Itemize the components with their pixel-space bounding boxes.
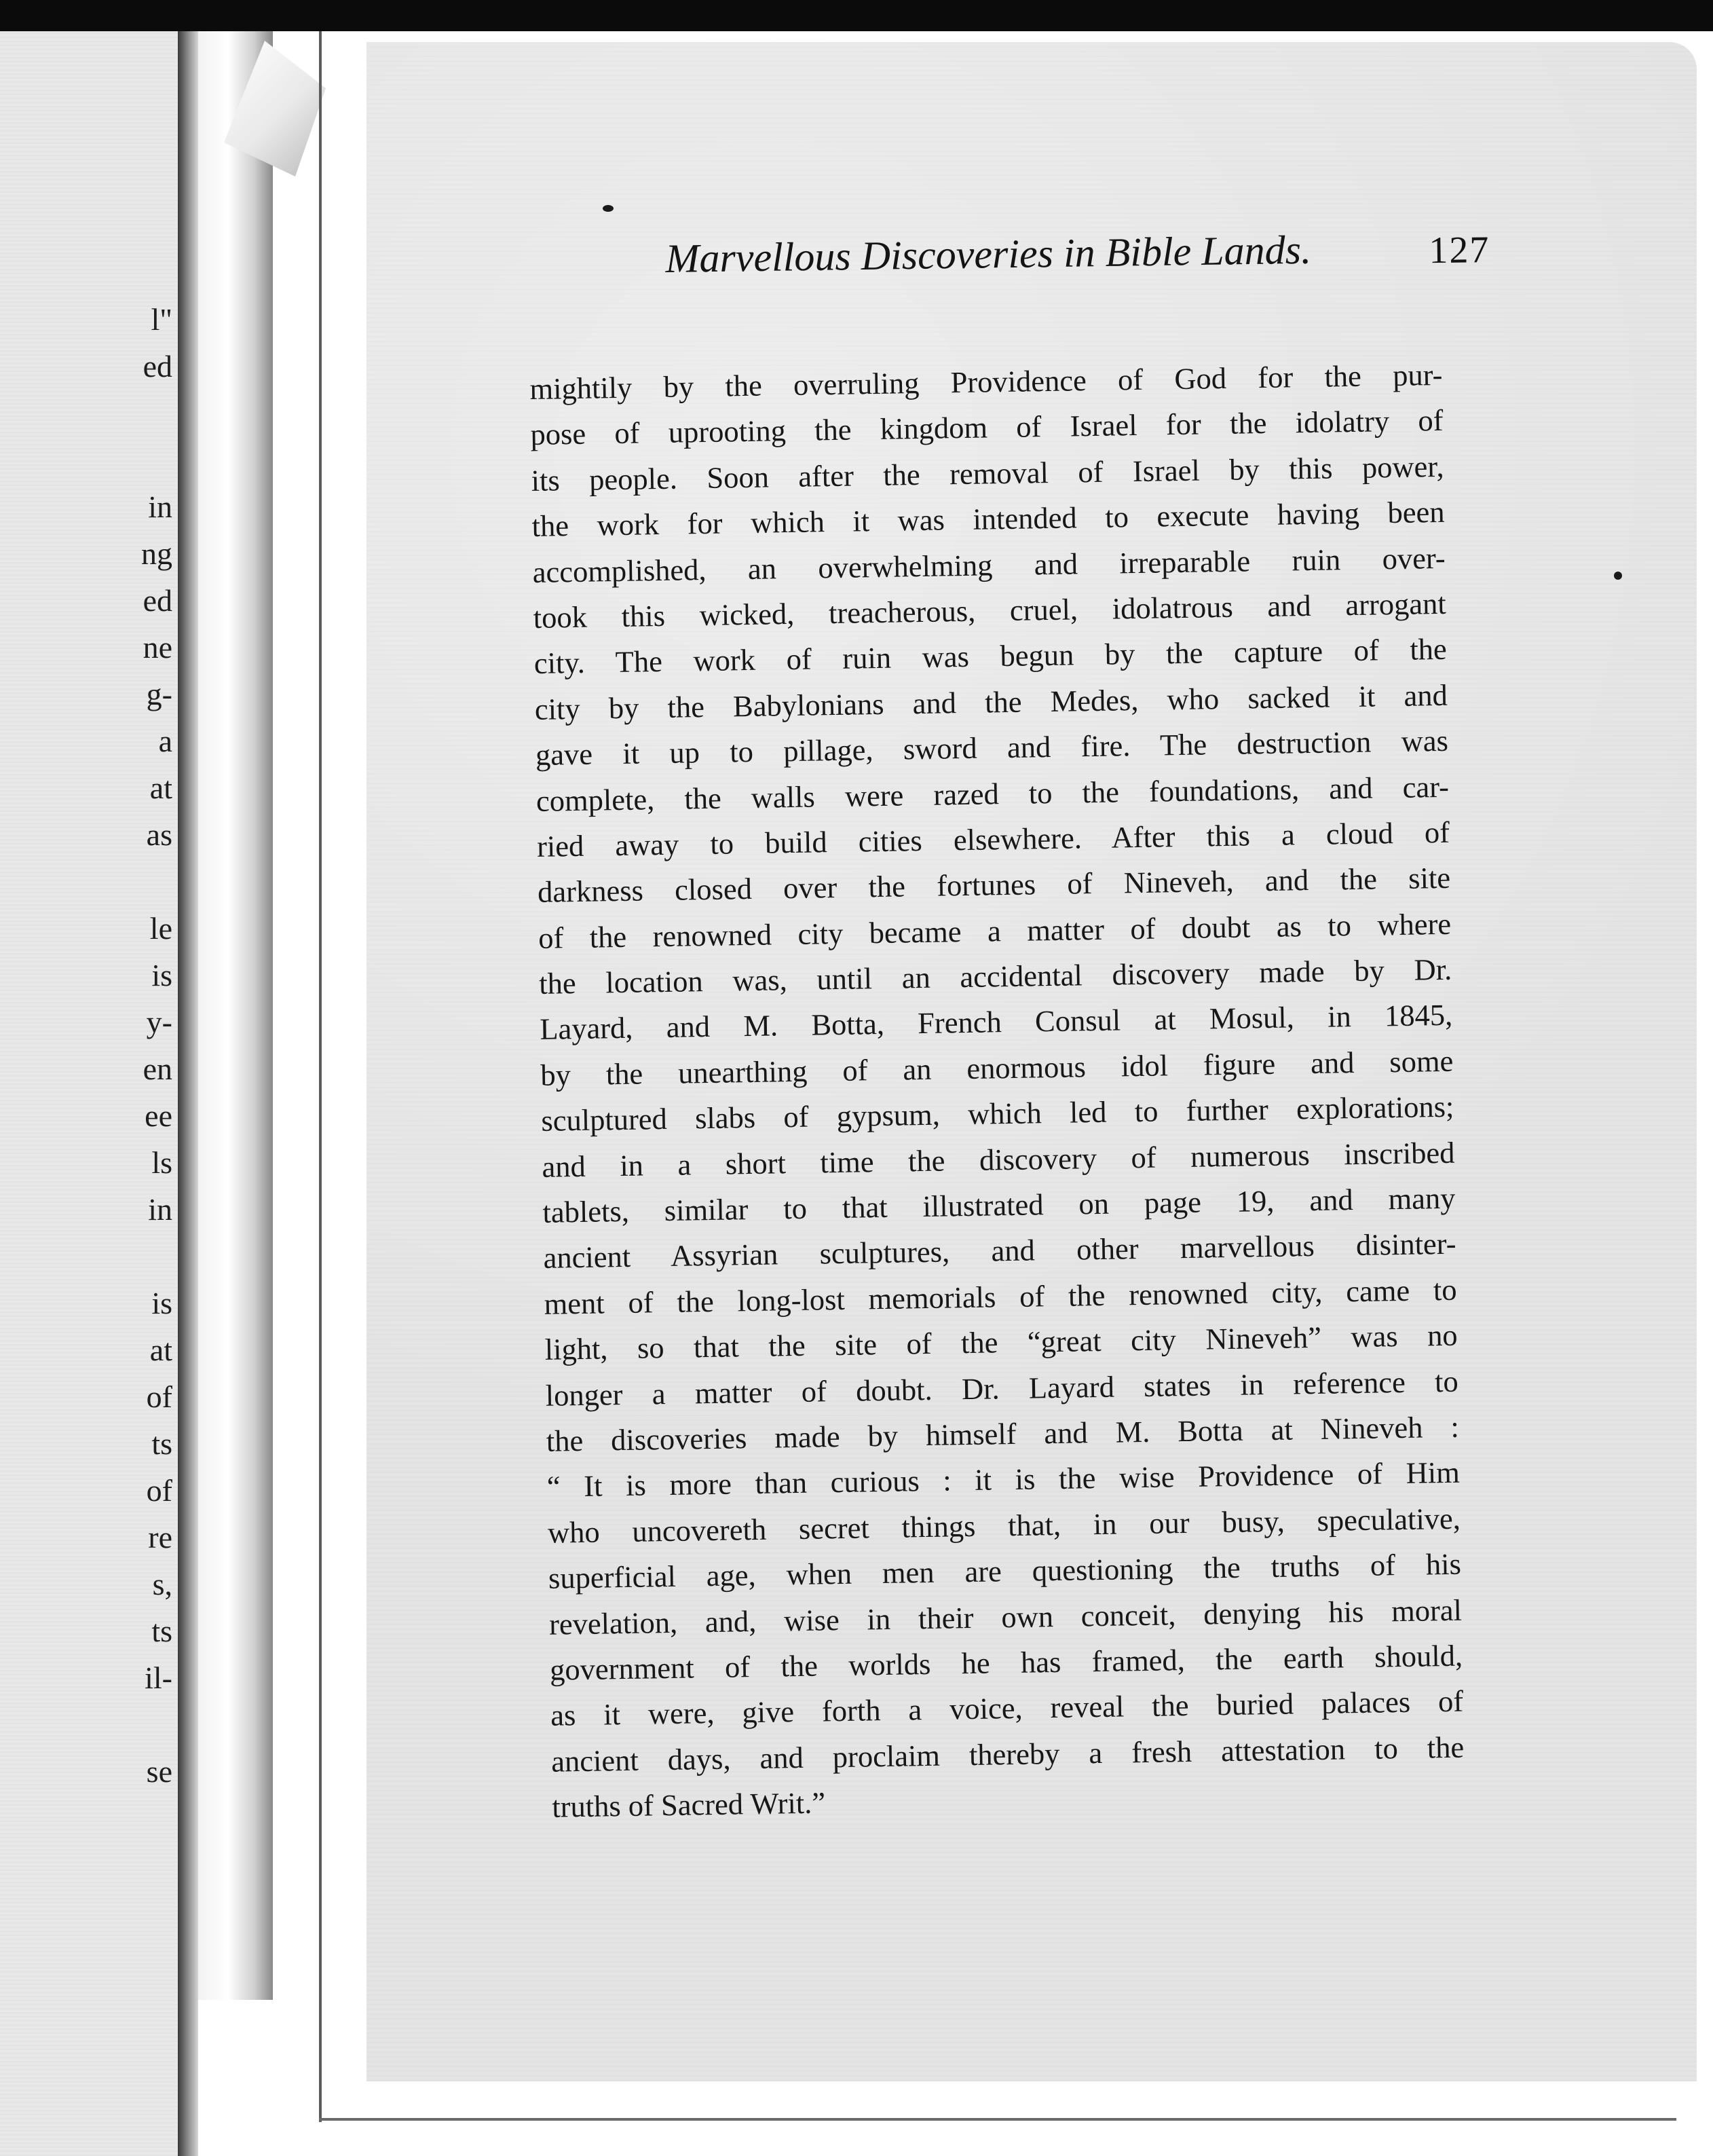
left-page-fragment: il- — [145, 1660, 172, 1695]
ink-speck — [603, 205, 614, 212]
left-page-fragment: en — [143, 1052, 172, 1086]
text-line: mightily by the overruling Providence of God for the pur- — [529, 357, 1443, 406]
left-page-fragment: s, — [152, 1567, 172, 1601]
left-page-fragment: of — [146, 1473, 172, 1508]
text-line: by the unearthing of an enormous idol figure and some — [540, 1043, 1454, 1092]
text-line: tablets, similar to that illustrated on page 19, and many — [542, 1181, 1456, 1229]
body-text — [529, 352, 1465, 1830]
text-line: pose of uprooting the kingdom of Israel for the idolatry of — [530, 403, 1444, 452]
text-line: longer a matter of doubt. Dr. Layard states in reference to — [545, 1364, 1459, 1413]
text-line: ment of the long-lost memorials of the renowned city, came to — [544, 1272, 1457, 1321]
left-page-fragment: is — [151, 958, 172, 992]
left-page-fragment: in — [148, 1192, 172, 1227]
left-page-fragment: ts — [151, 1614, 172, 1648]
left-page-fragment: se — [146, 1754, 172, 1789]
binding-strip — [198, 31, 273, 2000]
right-page — [366, 42, 1697, 2081]
left-page-fragment — [111, 436, 172, 483]
left-page-fragment: ed — [143, 583, 172, 618]
left-page-fragment: ed — [143, 349, 172, 384]
text-line: “ It is more than curious : it is the wise Providence of Him — [546, 1455, 1461, 1504]
left-page-fragment — [111, 858, 172, 905]
left-page-fragment: le — [149, 911, 172, 946]
text-line: gave it up to pillage, sword and fire. The destruction was — [535, 723, 1449, 773]
text-line: ancient Assyrian sculptures, and other marvellous disinter- — [543, 1227, 1456, 1276]
text-line: ried away to build cities elsewhere. After this a cloud of — [536, 815, 1450, 863]
text-line: of the renowned city became a matter of doubt as to where — [538, 906, 1452, 955]
gutter-shadow — [178, 31, 198, 2156]
left-page-text-fragments — [111, 296, 172, 1795]
text-line: took this wicked, treacherous, cruel, idolatrous and arrogant — [533, 586, 1447, 635]
text-line: and in a short time the discovery of numerous inscribed — [542, 1135, 1455, 1184]
left-page-fragment: a — [158, 724, 172, 758]
text-line: ancient days, and proclaim thereby a fresh attestation to the — [550, 1730, 1465, 1779]
text-line: government of the worlds he has framed, the earth should, — [549, 1638, 1463, 1687]
left-page-fragment: at — [149, 770, 172, 805]
page-number: 127 — [1428, 229, 1490, 272]
text-line: its people. Soon after the removal of Israel by this power, — [531, 449, 1444, 498]
text-line: who uncovereth secret things that, in our busy, speculative, — [547, 1501, 1461, 1550]
left-page-fragment: at — [149, 1333, 172, 1367]
text-line: truths of Sacred Writ.” — [551, 1785, 826, 1824]
left-page-fragment — [111, 390, 172, 436]
scan-top-border — [0, 0, 1713, 31]
text-line: city. The work of ruin was begun by the capture of the — [533, 632, 1448, 681]
text-line: the work for which it was intended to execute having been — [531, 495, 1445, 544]
text-line: as it were, give forth a voice, reveal the buried palaces of — [550, 1684, 1464, 1733]
left-page-fragment: is — [151, 1286, 172, 1320]
left-page-fragment: y- — [146, 1005, 172, 1039]
left-page-fragment: ls — [151, 1145, 172, 1180]
left-page-fragment: l" — [151, 302, 172, 337]
left-page-fragment: ts — [151, 1426, 172, 1461]
frame-bottom-line — [319, 2118, 1676, 2121]
ink-speck — [1614, 572, 1622, 580]
text-line: Layard, and M. Botta, French Consul at Mosul, in 1845, — [539, 998, 1453, 1047]
text-line: superficial age, when men are questioning the truths of his — [548, 1546, 1462, 1595]
left-page-fragment: g- — [146, 677, 172, 711]
page-header — [665, 224, 1490, 297]
text-line: the location was, until an accidental discovery made by Dr. — [538, 952, 1452, 1001]
text-line: complete, the walls were razed to the foundations, and car- — [535, 769, 1450, 818]
text-line: darkness closed over the fortunes of Nineveh, and the site — [537, 861, 1451, 910]
left-page-fragment — [111, 1701, 172, 1748]
left-page-fragment: re — [148, 1520, 172, 1555]
left-facing-page — [0, 31, 178, 2156]
text-line: light, so that the site of the “great city Nineveh” was no — [544, 1318, 1458, 1367]
text-line: revelation, and, wise in their own conceit, denying his moral — [548, 1593, 1463, 1641]
left-page-fragment: ng — [141, 536, 172, 571]
text-line: city by the Babylonians and the Medes, who sacked it and — [534, 677, 1448, 726]
left-page-fragment: ne — [143, 630, 172, 665]
left-page-fragment: as — [146, 817, 172, 852]
text-line: the discoveries made by himself and M. Botta at Nineveh : — [546, 1409, 1460, 1458]
left-page-fragment: in — [148, 489, 172, 524]
text-line: accomplished, an overwhelming and irreparable ruin over- — [532, 540, 1446, 589]
left-page-fragment — [111, 1233, 172, 1280]
left-page-fragment: ee — [145, 1098, 172, 1133]
frame-line — [319, 31, 322, 2122]
running-head: Marvellous Discoveries in Bible Lands. — [665, 227, 1312, 281]
left-page-fragment: of — [146, 1379, 172, 1414]
text-line: sculptured slabs of gypsum, which led to further explorations; — [541, 1089, 1454, 1138]
